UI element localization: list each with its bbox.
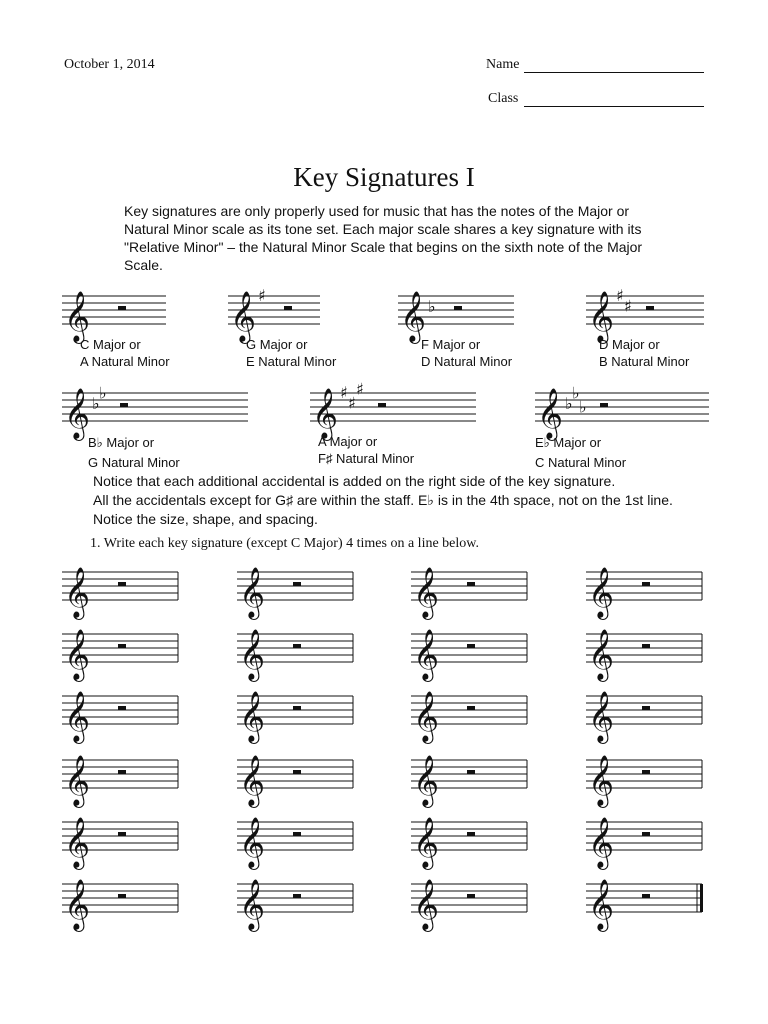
treble-clef-icon: 𝄞	[239, 567, 266, 618]
treble-clef-icon: 𝄞	[588, 817, 615, 868]
sharp-icon: ♯	[624, 296, 632, 316]
practice-staff-r3-c1	[62, 691, 178, 744]
half-rest-icon	[293, 832, 301, 836]
practice-staff-r5-c4	[586, 817, 702, 870]
half-rest-icon	[378, 403, 386, 407]
half-rest-icon	[467, 770, 475, 774]
sharp-icon: ♯	[348, 393, 356, 413]
caption-major: F Major or	[421, 337, 481, 352]
practice-staff-r2-c4	[586, 629, 702, 682]
note-line-1: Notice that each additional accidental is added on the right side of the key signature.	[93, 473, 616, 489]
class-label: Class	[488, 91, 519, 106]
flat-icon: ♭	[565, 394, 573, 413]
caption-minor: C Natural Minor	[535, 455, 627, 470]
half-rest-icon	[293, 770, 301, 774]
practice-staff-r2-c2	[237, 629, 353, 682]
practice-staff-r6-c3	[411, 879, 527, 932]
practice-staff-r3-c4	[586, 691, 702, 744]
sharp-icon: ♯	[340, 383, 348, 402]
caption-major: E♭ Major or	[535, 435, 602, 450]
treble-clef-icon: 𝄞	[413, 817, 440, 868]
treble-clef-icon: 𝄞	[64, 567, 91, 618]
caption-minor: E Natural Minor	[246, 354, 337, 369]
practice-staff-r2-c1	[62, 629, 178, 682]
flat-icon: ♭	[92, 394, 100, 413]
flat-icon: ♭	[572, 383, 580, 403]
note-line-2: All the accidentals except for G♯ are within the staff. E♭ is in the 4th space, not on the 1st line.	[93, 492, 673, 508]
half-rest-icon	[284, 306, 292, 310]
half-rest-icon	[118, 306, 126, 310]
treble-clef-icon: 𝄞	[588, 629, 615, 680]
practice-staff-r5-c1	[62, 817, 178, 870]
practice-staff-r5-c2	[237, 817, 353, 870]
example-staff-3	[398, 291, 514, 344]
treble-clef-icon: 𝄞	[239, 879, 266, 930]
caption-major: D Major or	[599, 337, 660, 352]
treble-clef-icon: 𝄞	[413, 567, 440, 618]
sharp-icon: ♯	[356, 379, 364, 399]
half-rest-icon	[467, 644, 475, 648]
practice-staff-r5-c3	[411, 817, 527, 870]
practice-staff-r1-c4	[586, 567, 702, 620]
treble-clef-icon: 𝄞	[64, 817, 91, 868]
caption-minor: D Natural Minor	[421, 354, 513, 369]
practice-staff-r1-c3	[411, 567, 527, 620]
caption-minor: F♯ Natural Minor	[318, 451, 415, 466]
treble-clef-icon: 𝄞	[64, 388, 91, 439]
treble-clef-icon: 𝄞	[413, 691, 440, 742]
treble-clef-icon: 𝄞	[588, 879, 615, 930]
caption-minor: B Natural Minor	[599, 354, 690, 369]
half-rest-icon	[120, 403, 128, 407]
treble-clef-icon: 𝄞	[230, 291, 257, 342]
caption-minor: A Natural Minor	[80, 354, 170, 369]
practice-staff-r4-c3	[411, 755, 527, 808]
half-rest-icon	[293, 706, 301, 710]
treble-clef-icon: 𝄞	[588, 691, 615, 742]
exercise-instruction: 1. Write each key signature (except C Major) 4 times on a line below.	[90, 536, 479, 551]
treble-clef-icon: 𝄞	[312, 388, 339, 439]
treble-clef-icon: 𝄞	[588, 291, 615, 342]
half-rest-icon	[467, 894, 475, 898]
half-rest-icon	[600, 403, 608, 407]
caption-minor: G Natural Minor	[88, 455, 180, 470]
half-rest-icon	[118, 706, 126, 710]
half-rest-icon	[642, 582, 650, 586]
half-rest-icon	[293, 644, 301, 648]
example-staff-5	[62, 384, 248, 442]
half-rest-icon	[118, 644, 126, 648]
treble-clef-icon: 𝄞	[239, 629, 266, 680]
half-rest-icon	[467, 706, 475, 710]
treble-clef-icon: 𝄞	[413, 629, 440, 680]
example-staff-7	[535, 384, 709, 442]
half-rest-icon	[454, 306, 462, 310]
practice-staff-r3-c2	[237, 691, 353, 744]
example-staff-4	[586, 286, 704, 344]
practice-staff-r4-c2	[237, 755, 353, 808]
example-staff-6	[310, 380, 476, 442]
treble-clef-icon: 𝄞	[588, 567, 615, 618]
treble-clef-icon: 𝄞	[239, 691, 266, 742]
half-rest-icon	[642, 644, 650, 648]
half-rest-icon	[467, 582, 475, 586]
flat-icon: ♭	[428, 297, 436, 316]
treble-clef-icon: 𝄞	[239, 817, 266, 868]
treble-clef-icon: 𝄞	[400, 291, 427, 342]
note-line-3: Notice the size, shape, and spacing.	[93, 511, 318, 527]
final-barline-thick	[700, 884, 703, 912]
treble-clef-icon: 𝄞	[413, 755, 440, 806]
half-rest-icon	[293, 894, 301, 898]
half-rest-icon	[467, 832, 475, 836]
half-rest-icon	[118, 582, 126, 586]
treble-clef-icon: 𝄞	[64, 691, 91, 742]
practice-staff-r2-c3	[411, 629, 527, 682]
treble-clef-icon: 𝄞	[588, 755, 615, 806]
example-staff-2	[228, 286, 320, 344]
practice-staff-r1-c1	[62, 567, 178, 620]
worksheet-date: October 1, 2014	[64, 57, 155, 72]
page-title: Key Signatures I	[293, 162, 475, 192]
name-label: Name	[486, 57, 520, 72]
practice-staff-r6-c1	[62, 879, 178, 932]
treble-clef-icon: 𝄞	[64, 755, 91, 806]
treble-clef-icon: 𝄞	[239, 755, 266, 806]
caption-major: A Major or	[318, 434, 378, 449]
practice-staff-r1-c2	[237, 567, 353, 620]
caption-major: B♭ Major or	[88, 435, 155, 450]
example-staff-1	[62, 291, 166, 344]
half-rest-icon	[642, 706, 650, 710]
practice-staff-r4-c1	[62, 755, 178, 808]
caption-major: G Major or	[246, 337, 308, 352]
sharp-icon: ♯	[258, 286, 266, 305]
practice-staff-r6-c4	[586, 879, 703, 932]
half-rest-icon	[642, 770, 650, 774]
treble-clef-icon: 𝄞	[64, 879, 91, 930]
treble-clef-icon: 𝄞	[537, 388, 564, 439]
half-rest-icon	[293, 582, 301, 586]
treble-clef-icon: 𝄞	[64, 629, 91, 680]
practice-staff-r3-c3	[411, 691, 527, 744]
practice-staff-r6-c2	[237, 879, 353, 932]
half-rest-icon	[642, 832, 650, 836]
treble-clef-icon: 𝄞	[413, 879, 440, 930]
intro-paragraph: Key signatures are only properly used for music that has the notes of the Major or Natural Minor scale as its tone set. Each major scale shares a key signature with its "Relative Minor" – the Natural Minor Scale that begins on the sixth note of the Major Scale.	[124, 203, 643, 273]
flat-icon: ♭	[579, 397, 587, 417]
half-rest-icon	[118, 894, 126, 898]
half-rest-icon	[646, 306, 654, 310]
half-rest-icon	[642, 894, 650, 898]
caption-major: C Major or	[80, 337, 141, 352]
flat-icon: ♭	[99, 383, 107, 403]
half-rest-icon	[118, 770, 126, 774]
treble-clef-icon: 𝄞	[64, 291, 91, 342]
sharp-icon: ♯	[616, 286, 624, 305]
half-rest-icon	[118, 832, 126, 836]
practice-staff-r4-c4	[586, 755, 702, 808]
